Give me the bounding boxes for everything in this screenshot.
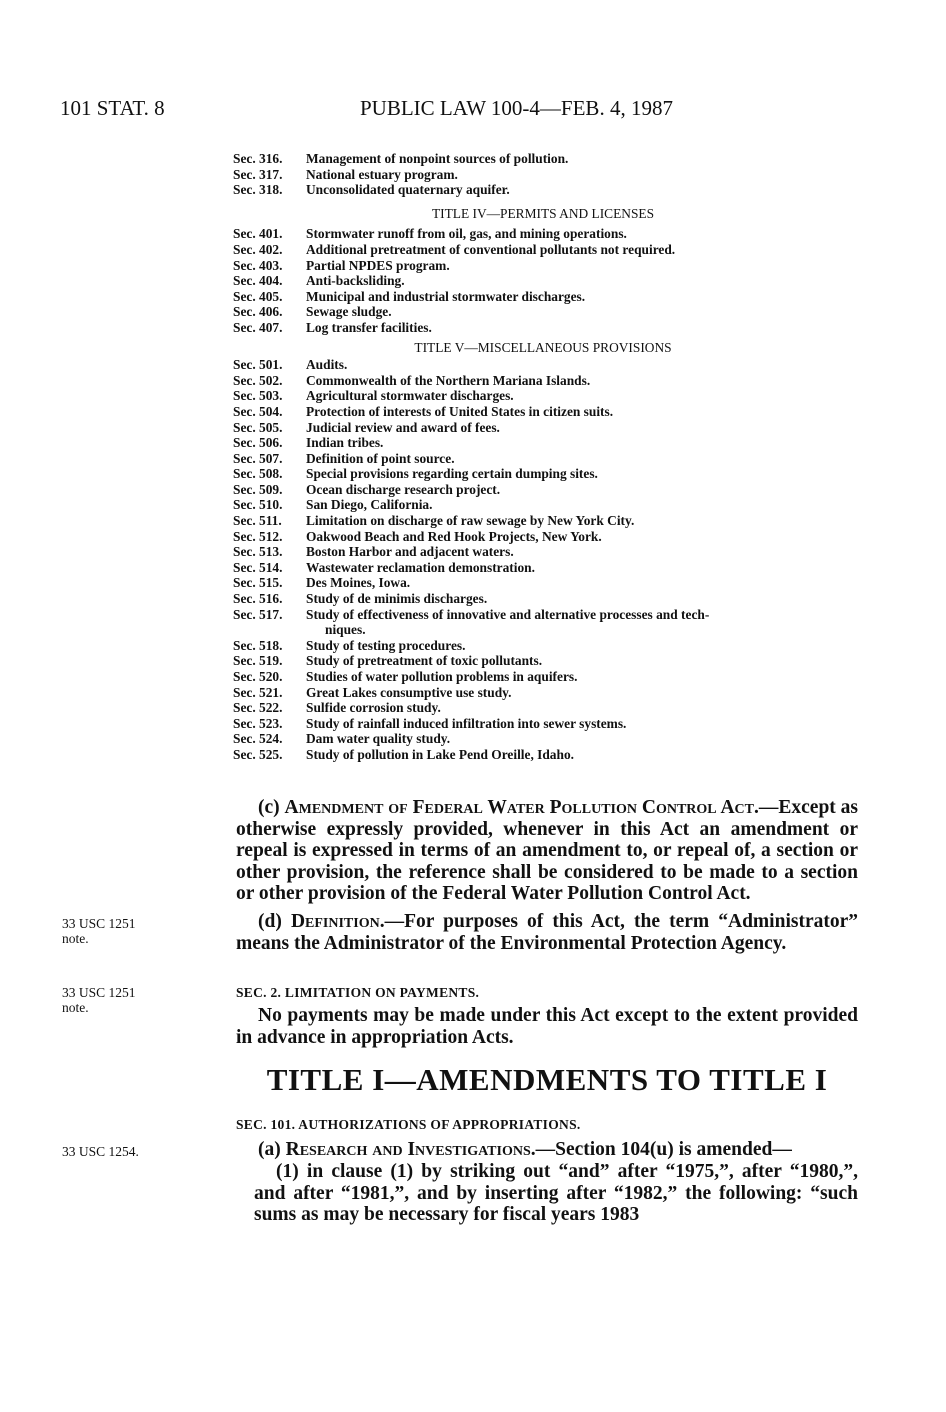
toc-num: Sec. 317. [233, 166, 283, 182]
toc-text: Study of rainfall induced infiltration into sewer systems. [306, 715, 627, 731]
toc-num: Sec. 502. [233, 372, 283, 388]
toc-entry [233, 388, 873, 404]
para-text: Section 104(u) is amended— [555, 1139, 792, 1160]
toc-entry [233, 242, 873, 258]
toc-text: National estuary program. [306, 166, 458, 182]
toc-entry [233, 638, 873, 654]
toc-entry [233, 320, 873, 336]
para-heading: Amendment of Federal Water Pollution Control Act.— [284, 797, 779, 818]
para-label: (d) [258, 911, 282, 932]
toc-num: Sec. 505. [233, 419, 283, 435]
toc-entry [233, 529, 873, 545]
toc-num: Sec. 519. [233, 653, 283, 669]
paragraph-101-a [236, 1139, 858, 1161]
stat-page-number: 101 STAT. 8 [60, 96, 165, 120]
toc-num: Sec. 525. [233, 746, 283, 762]
toc-num: Sec. 508. [233, 466, 283, 482]
toc-text: Study of de minimis discharges. [306, 591, 488, 607]
toc-text: Anti-backsliding. [306, 273, 405, 289]
toc-num: Sec. 520. [233, 669, 283, 684]
toc-entry [233, 544, 873, 560]
toc-text: Special provisions regarding certain dumping sites. [306, 466, 598, 482]
toc-num: Sec. 524. [233, 731, 283, 747]
toc-text: Des Moines, Iowa. [306, 575, 411, 591]
toc-entry [233, 151, 873, 167]
toc-num: Sec. 521. [233, 684, 283, 700]
toc-num: Sec. 516. [233, 591, 283, 607]
toc-entry [233, 560, 873, 576]
toc-num: Sec. 401. [233, 226, 283, 242]
toc-text: Agricultural stormwater discharges. [306, 388, 514, 404]
toc-num: Sec. 522. [233, 700, 283, 716]
toc-num: Sec. 506. [233, 435, 283, 451]
toc-text: Great Lakes consumptive use study. [306, 684, 512, 700]
toc-num: Sec. 510. [233, 497, 283, 513]
toc-num: Sec. 523. [233, 715, 283, 731]
running-head: PUBLIC LAW 100-4—FEB. 4, 1987 [360, 96, 673, 120]
toc-entry-517-continued [233, 622, 873, 638]
toc-entry-517 [233, 607, 873, 623]
toc-entry [233, 304, 873, 320]
margin-note-line: 33 USC 1251 [62, 985, 136, 1000]
toc-num: Sec. 405. [233, 288, 283, 304]
toc-text: Study of testing procedures. [306, 637, 466, 653]
toc-text: Sulfide corrosion study. [306, 700, 441, 716]
paragraph-d [236, 911, 858, 954]
toc-num: Sec. 503. [233, 388, 283, 404]
toc-text: Log transfer facilities. [306, 319, 432, 335]
toc-text: Partial NPDES program. [306, 257, 450, 273]
toc-group-1 [233, 151, 873, 198]
toc-title-iv: TITLE IV—PERMITS AND LICENSES [431, 205, 655, 221]
toc-num: Sec. 518. [233, 637, 283, 653]
toc-text: Wastewater reclamation demonstration. [306, 559, 535, 575]
toc-text: San Diego, California. [306, 497, 433, 513]
toc-entry [233, 466, 873, 482]
toc-text: Sewage sludge. [306, 304, 392, 320]
toc-num: Sec. 403. [233, 257, 283, 273]
toc-num: Sec. 512. [233, 528, 283, 544]
toc-entry [233, 167, 873, 183]
toc-entry [233, 497, 873, 513]
margin-note-3: 33 USC 1254. [62, 1144, 139, 1159]
toc-entry [233, 513, 873, 529]
toc-title-v: TITLE V—MISCELLANEOUS PROVISIONS [414, 339, 672, 355]
title-i-heading: TITLE I—AMENDMENTS TO TITLE I [266, 1062, 828, 1097]
para-text: For purposes of this Act, the term “Administrator” means the Administrator of the Environmental Protection Agency. [236, 911, 858, 954]
toc-num: Sec. 517. [233, 606, 283, 622]
toc-entry [233, 357, 873, 373]
section-2-text: No payments may be made under this Act except to the extent provided in advance in appropriation Acts. [236, 1005, 858, 1048]
toc-text: Unconsolidated quaternary aquifer. [306, 182, 510, 198]
toc-entry [233, 289, 873, 305]
margin-note-line: 33 USC 1251 [62, 916, 136, 931]
toc-text: Management of nonpoint sources of pollution. [306, 151, 569, 166]
toc-entry [233, 451, 873, 467]
toc-text: Municipal and industrial stormwater discharges. [306, 288, 586, 304]
toc-entry [233, 669, 873, 685]
page-header [60, 96, 886, 126]
toc-entry [233, 591, 873, 607]
paragraph-c [236, 797, 858, 905]
toc-entry [233, 404, 873, 420]
toc-text: Commonwealth of the Northern Mariana Islands. [306, 372, 591, 388]
toc-text: Study of effectiveness of innovative and alternative processes and tech- [306, 606, 710, 622]
margin-note-line: note. [62, 1000, 89, 1015]
toc-num: Sec. 511. [233, 513, 282, 529]
para-heading: Research and Investigations.— [285, 1139, 556, 1160]
margin-note-2 [62, 985, 136, 1015]
section-2-heading: SEC. 2. LIMITATION ON PAYMENTS. [236, 985, 480, 1000]
toc-text: Protection of interests of United States in citizen suits. [306, 403, 614, 419]
toc-entry [233, 700, 873, 716]
toc-num: Sec. 316. [233, 151, 283, 166]
toc-text: Ocean discharge research project. [306, 481, 501, 497]
toc-entry [233, 182, 873, 198]
toc-group-2 [233, 226, 873, 335]
toc-num: Sec. 407. [233, 319, 283, 335]
margin-note-line: note. [62, 931, 89, 946]
toc-entry [233, 731, 873, 747]
toc-text: Definition of point source. [306, 450, 455, 466]
toc-num: Sec. 402. [233, 241, 283, 257]
toc-num: Sec. 507. [233, 450, 283, 466]
clause-1: (1) in clause (1) by striking out “and” after “1975,”, after “1980,”, and after “1981,”, and by inserting after “1982,” the following: “such sums as may be necessary for fiscal years 1983 [254, 1161, 858, 1225]
toc-num: Sec. 504. [233, 403, 283, 419]
toc-num: Sec. 404. [233, 273, 283, 289]
toc-entry [233, 373, 873, 389]
toc-num: Sec. 406. [233, 304, 283, 320]
toc-text: Oakwood Beach and Red Hook Projects, New York. [306, 528, 602, 544]
toc-text: Studies of water pollution problems in aquifers. [306, 669, 578, 684]
toc-num: Sec. 509. [233, 481, 283, 497]
toc-text: Dam water quality study. [306, 731, 451, 747]
margin-note-1 [62, 916, 136, 946]
para-heading: Definition.— [290, 911, 405, 932]
toc-entry [233, 226, 873, 242]
section-101-heading: SEC. 101. AUTHORIZATIONS OF APPROPRIATIONS. [236, 1117, 581, 1132]
toc-entry [233, 575, 873, 591]
para-label: (a) [258, 1139, 281, 1160]
toc-entry [233, 273, 873, 289]
toc-text: Audits. [306, 357, 348, 373]
toc-entry [233, 258, 873, 274]
toc-text: Boston Harbor and adjacent waters. [306, 544, 514, 560]
toc-group-3 [233, 357, 873, 762]
toc-text: Indian tribes. [306, 435, 384, 451]
toc-num: Sec. 515. [233, 575, 283, 591]
toc-entry [233, 482, 873, 498]
toc-text: Limitation on discharge of raw sewage by New York City. [306, 513, 635, 529]
toc-entry [233, 716, 873, 732]
toc-text: Study of pretreatment of toxic pollutants. [306, 653, 543, 669]
toc-num: Sec. 513. [233, 544, 283, 560]
toc-num: Sec. 514. [233, 559, 283, 575]
toc-entry [233, 747, 873, 763]
toc-entry [233, 685, 873, 701]
toc-entry [233, 420, 873, 436]
para-label: (c) [258, 797, 280, 818]
toc-num: Sec. 318. [233, 182, 283, 198]
toc-entry [233, 653, 873, 669]
para-text: Except as otherwise expressly provided, whenever in this Act an amendment or repeal is expressed in terms of an amendment to, or repeal of, a section or other provision, the reference shall be considered to be made to a section or other provision of the Federal Water Pollution Control Act. [236, 797, 859, 904]
table-of-contents [233, 151, 873, 763]
toc-text: Judicial review and award of fees. [306, 419, 500, 435]
toc-entry [233, 435, 873, 451]
toc-text: Study of pollution in Lake Pend Oreille, Idaho. [306, 746, 574, 762]
toc-text: Additional pretreatment of conventional pollutants not required. [306, 241, 676, 257]
toc-text: Stormwater runoff from oil, gas, and mining operations. [306, 226, 627, 242]
toc-num: Sec. 501. [233, 357, 283, 373]
toc-text-continued: niques. [325, 622, 366, 638]
